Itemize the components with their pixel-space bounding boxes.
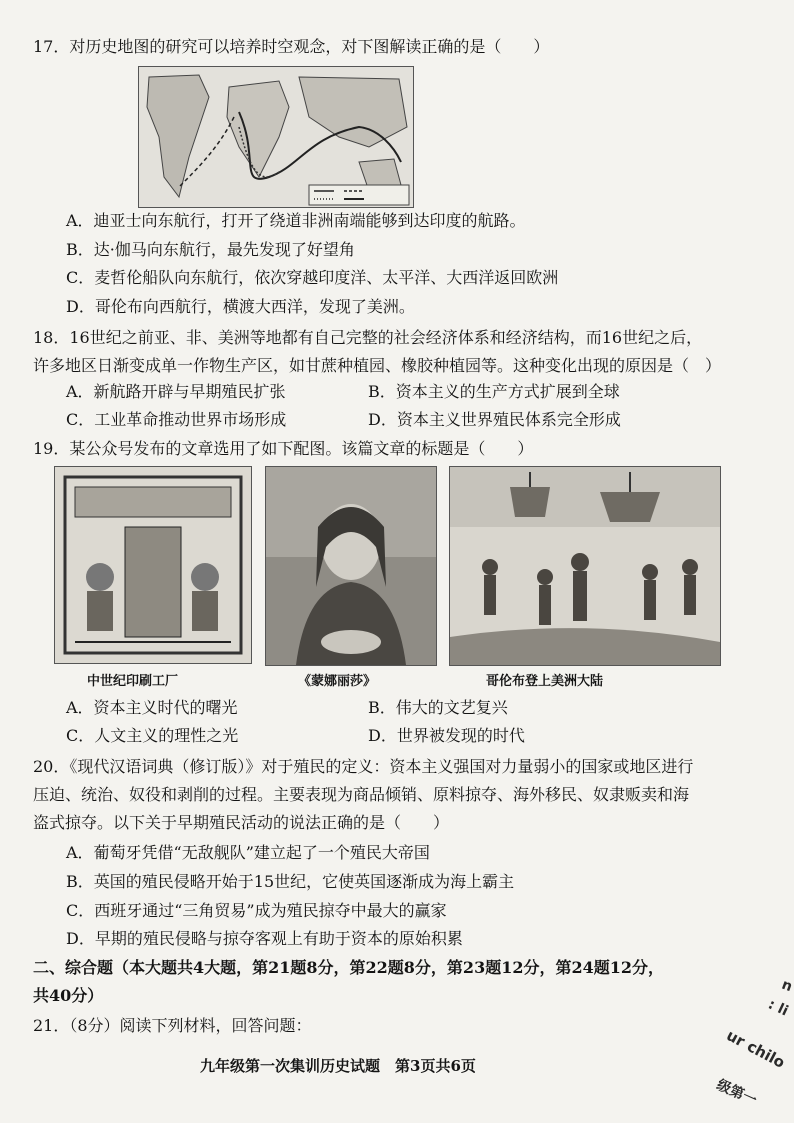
- q18-option-d: D．资本主义世界殖民体系完全形成: [368, 410, 621, 429]
- q20-stem-line2: 压迫、统治、奴役和剥削的过程。主要表现为商品倾销、原料掠夺、海外移民、奴隶贩卖和海: [33, 785, 690, 804]
- q17-map-figure: [138, 66, 414, 208]
- q17-option-d: D．哥伦布向西航行，横渡大西洋，发现了美洲。: [66, 297, 415, 316]
- q18-stem-line1: 18．16世纪之前亚、非、美洲等地都有自己完整的社会经济体系和经济结构，而16世纪之后，: [33, 328, 703, 347]
- section2-heading-line1: 二、综合题（本大题共4大题，第21题8分，第22题8分，第23题12分，第24题12分，: [33, 958, 664, 977]
- q19-image-columbus-landing: [449, 466, 721, 666]
- section2-heading-line2: 共40分）: [33, 986, 104, 1005]
- bleed-text-2: : li: [765, 996, 791, 1020]
- q18-option-a: A．新航路开辟与早期殖民扩张: [66, 382, 286, 401]
- bleed-text-4: 级第一: [714, 1077, 760, 1109]
- q19-caption-3: 哥伦布登上美洲大陆: [486, 674, 604, 689]
- q19-option-a: A．资本主义时代的曙光: [66, 698, 238, 717]
- q20-option-a: A．葡萄牙凭借“无敌舰队”建立起了一个殖民大帝国: [66, 843, 430, 862]
- q21-stem: 21．（8分）阅读下列材料，回答问题：: [33, 1016, 312, 1035]
- q17-option-a: A．迪亚士向东航行，打开了绕道非洲南端能够到达印度的航路。: [66, 211, 526, 230]
- columbus-landing-icon: [450, 467, 720, 665]
- q19-image-printing-workshop: [54, 466, 252, 664]
- q18-option-c: C．工业革命推动世界市场形成: [66, 410, 287, 429]
- q18-option-b: B．资本主义的生产方式扩展到全球: [368, 382, 620, 401]
- bleed-text-3: ur chilo: [723, 1026, 788, 1072]
- bleed-text-1: n: [779, 976, 794, 996]
- q20-stem-line3: 盗式掠夺。以下关于早期殖民活动的说法正确的是（ ）: [33, 813, 450, 832]
- q17-stem: 17．对历史地图的研究可以培养时空观念，对下图解读正确的是（ ）: [33, 37, 550, 56]
- q18-stem-line2: 许多地区日渐变成单一作物生产区，如甘蔗种植园、橡胶种植园等。这种变化出现的原因是（ ）: [33, 356, 722, 375]
- q20-stem-line1: 20．《现代汉语词典（修订版）》对于殖民的定义：资本主义强国对力量弱小的国家或地区进行: [33, 757, 694, 776]
- q19-option-c: C．人文主义的理性之光: [66, 726, 239, 745]
- q17-option-b: B．达·伽马向东航行，最先发现了好望角: [66, 240, 355, 259]
- q19-option-d: D．世界被发现的时代: [368, 726, 525, 745]
- q20-option-b: B．英国的殖民侵略开始于15世纪，它使英国逐渐成为海上霸主: [66, 872, 515, 891]
- world-map-icon: [139, 67, 413, 207]
- q19-caption-1: 中世纪印刷工厂: [87, 674, 179, 689]
- q20-option-c: C．西班牙通过“三角贸易”成为殖民掠夺中最大的赢家: [66, 901, 447, 920]
- portrait-icon: [266, 467, 436, 665]
- q19-stem: 19．某公众号发布的文章选用了如下配图。该篇文章的标题是（ ）: [33, 439, 534, 458]
- q17-option-c: C．麦哲伦船队向东航行，依次穿越印度洋、太平洋、大西洋返回欧洲: [66, 268, 559, 287]
- printing-workshop-icon: [55, 467, 251, 663]
- q20-option-d: D．早期的殖民侵略与掠夺客观上有助于资本的原始积累: [66, 929, 463, 948]
- q19-option-b: B．伟大的文艺复兴: [368, 698, 508, 717]
- q19-caption-2: 《蒙娜丽莎》: [298, 674, 377, 689]
- page-footer: 九年级第一次集训历史试题 第3页共6页: [200, 1057, 476, 1075]
- q19-image-mona-lisa: [265, 466, 437, 666]
